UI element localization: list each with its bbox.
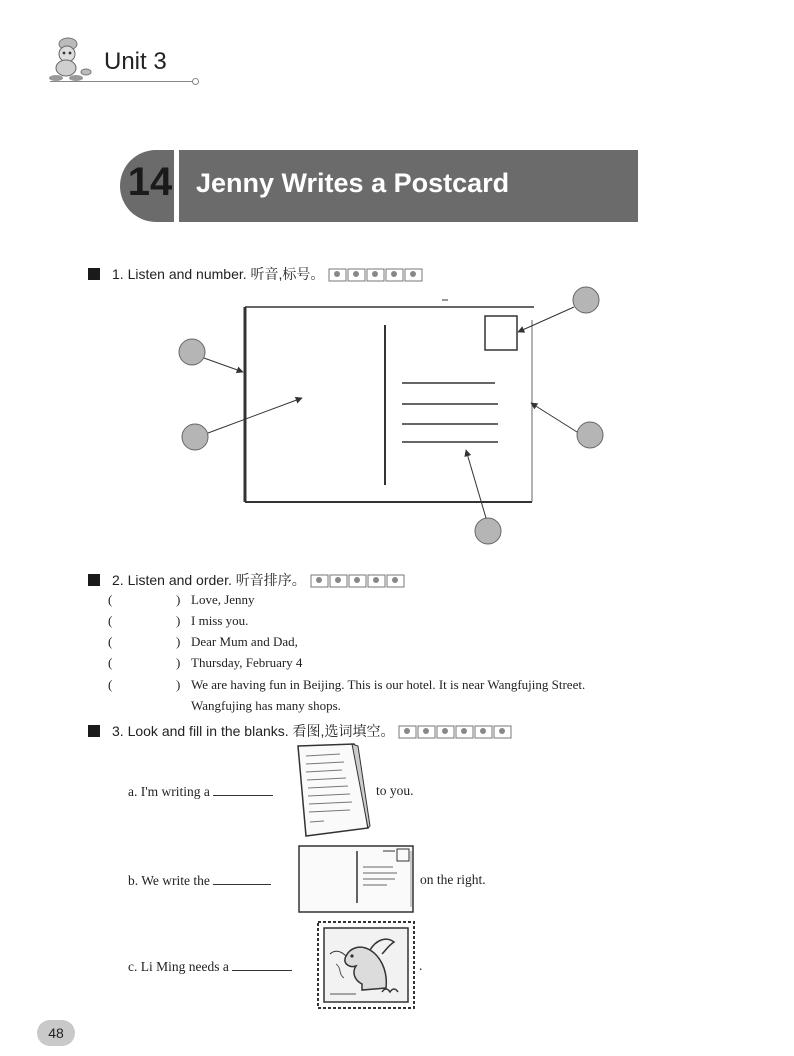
- sentence-text: a. I'm writing a: [128, 784, 210, 799]
- section3-heading-text: 3. Look and fill in the blanks. 看图,选词填空。: [112, 723, 395, 739]
- address-lines: [402, 383, 498, 442]
- answer-paren-open[interactable]: (: [108, 677, 113, 692]
- postcard-picture: [297, 843, 417, 915]
- lesson-number: 14: [127, 160, 173, 204]
- lesson-title: Jenny Writes a Postcard: [196, 168, 510, 198]
- number-circle-address: [475, 518, 501, 544]
- postcard-diagram: [170, 280, 610, 550]
- answer-paren-open[interactable]: (: [108, 655, 113, 670]
- sentence-c-end: .: [419, 958, 423, 973]
- read-icon: [398, 725, 512, 739]
- fill-sentence-c: [128, 958, 292, 975]
- answer-paren-close: ): [176, 655, 181, 670]
- section-bullet: [88, 725, 100, 737]
- section2-heading-text: 2. Listen and order. 听音排序。: [112, 572, 306, 588]
- unit-title: Unit 3: [104, 48, 167, 75]
- answer-paren-open[interactable]: (: [108, 634, 113, 649]
- listen-icon: [310, 574, 405, 588]
- number-circle-message: [182, 424, 208, 450]
- sentence-text: c. Li Ming needs a: [128, 959, 229, 974]
- letter-picture: [294, 742, 372, 838]
- answer-paren-close: ): [176, 677, 181, 692]
- header-rule-dot: [192, 78, 199, 85]
- section-bullet: [88, 574, 100, 586]
- section-bullet: [88, 268, 100, 280]
- sentence-a-end: to you.: [376, 783, 414, 798]
- section3-heading: [88, 721, 512, 742]
- order-item: [108, 677, 708, 695]
- order-item-continuation: Wangfujing has many shops.: [191, 698, 341, 713]
- number-circle-stamp: [573, 287, 599, 313]
- order-item-text: Love, Jenny: [191, 592, 255, 607]
- order-item-text: We are having fun in Beijing. This is our hotel. It is near Wangfujing Street.: [191, 677, 586, 692]
- answer-paren-close: ): [176, 592, 181, 607]
- order-item: [108, 634, 708, 652]
- answer-blank[interactable]: [213, 783, 273, 796]
- number-circle-right: [577, 422, 603, 448]
- postcard-outline: [245, 300, 534, 502]
- answer-paren-close: ): [176, 613, 181, 628]
- listen-icons: [310, 574, 405, 591]
- answer-paren-close: ): [176, 634, 181, 649]
- order-item-text: I miss you.: [191, 613, 249, 628]
- number-circle-edge: [179, 339, 205, 365]
- stamp-box: [485, 316, 517, 350]
- page-number: 48: [48, 1025, 64, 1041]
- answer-blank[interactable]: [213, 872, 271, 885]
- answer-paren-open[interactable]: (: [108, 592, 113, 607]
- order-item: [108, 655, 708, 673]
- sentence-b-end: on the right.: [420, 872, 486, 887]
- fill-sentence-a: [128, 783, 273, 800]
- section1-heading-text: 1. Listen and number. 听音,标号。: [112, 266, 325, 282]
- answer-paren-open[interactable]: (: [108, 613, 113, 628]
- order-item-text: Thursday, February 4: [191, 655, 303, 670]
- mascot-icon: [46, 34, 94, 84]
- order-item: [108, 613, 708, 631]
- order-item: [108, 592, 708, 610]
- stamp-picture: [316, 920, 416, 1010]
- section2-heading: [88, 570, 405, 591]
- header-rule: [50, 81, 193, 82]
- sentence-text: b. We write the: [128, 873, 210, 888]
- answer-blank[interactable]: [232, 958, 292, 971]
- listen-icons: [398, 725, 512, 742]
- fill-sentence-b: [128, 872, 271, 889]
- order-item-text: Dear Mum and Dad,: [191, 634, 298, 649]
